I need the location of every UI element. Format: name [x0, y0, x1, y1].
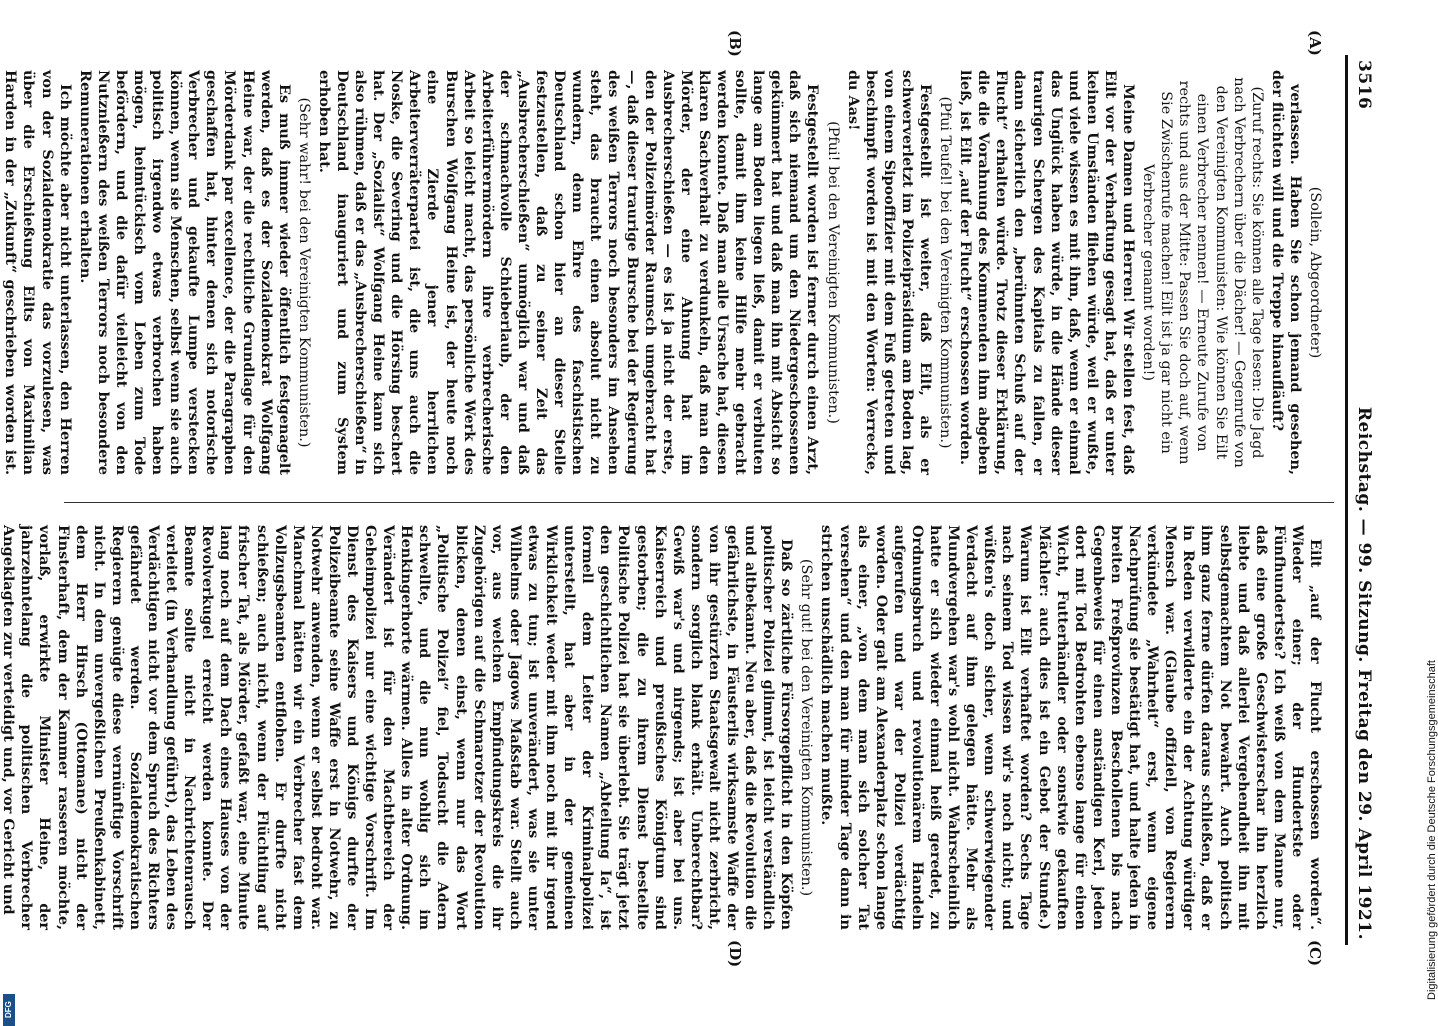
page-title: Reichstag. — 99. Sitzung. Freitag den 29. April 1921. [1354, 406, 1374, 940]
header-rule [1345, 55, 1348, 945]
paragraph: Festgestellt ist weiter, daß Eilt, als er schwerverletzt im Polizeipräsidium am Boden lag, von einem Sipooffizier mit dem Fuß getreten und beschimpft worden ist mit den Worten: Verrecke, du Aas! [844, 70, 935, 475]
margin-marker-d: (D) [726, 940, 744, 968]
interjection: (Sehr wahr! bei den Vereinigten Kommunisten.) [295, 97, 312, 448]
paragraph: Ich möchte aber nicht unterlassen, den Herren von der Sozialdemokratie das vorzulesen, was über die Erschießung Eilts von Maximilian Harden in der „Zukunft“ geschrieben worden ist. [2, 70, 74, 475]
paragraph: verlassen. Haben Sie schon jemand gesehen, der flüchten will und die Treppe hinaufläuft? [1268, 70, 1304, 475]
paragraph: Daß so zärtliche Fürsorgepflicht in den Köpfen politischer Polizei glimmt, ist leicht verständlich und altbekannt. Neu aber, daß die Revolution die gefährlichste, in Fäusterlis wirksamste Waffe der von ihr gestürzten Staatsgewalt nicht zerbricht, sondern sorglich blank erhält. Unberechtbar? Gewiß war's und nirgends; ist aber bei uns. Kaiserreich und preußisches Königtum sind gestorben; die zu ihrem Dienst bestellte Politische Polizei hat sie überlebt. Sie trägt jetzt den geschichtlichen Namen „Abteilung Ia“, ist formell dem Leiter der Kriminalpolizei unterstellt, hat aber in der gemeinen Wirklichkeit weder mit ihm noch mit ihr irgend etwas zu tun; ist unverändert, was sie unter Wilhelms oder Jagows Maßstab war. Stellt auch vor, aus welchen Empfindungskreis die ihr Zugehörigen auf die Schmarotzer der Revolution blicken, denen einst, wenn nur das Wort „Politische Polizei“ fiel, Todsucht die Adern schwellte, und die nun wohlig sich im Henkingerhorte wärmen. Alles in alter Ordnung. Verändert ist für den Machtbereich der Geheimpolizei nur eine wichtige Vorschrift. Im Dienst des Kaisers und Königs durfte der Polizeibeamte seine Waffe erst in Notwehr, zu Notwehr anwenden, wenn er selbst bedroht war. Manchmal hätten wir ein Verbrecher fast dem Vollzugsbeamten entflohen. Er durfte nicht schießen; auch nicht, wenn der Flüchtling auf frischer Tat, als Mörder, gefaßt war, eine Minute lang noch auf dem Dach eines Hauses von der Revolverkugel erreicht werden konnte. Der Beamte sollte nicht in Nachrichtenrausch verleitet (in Verhandlung geführt), das Leben des Verdächtigen nicht vor dem Spruch des Richters gefährdet werden. Sozialdemokratischen Regierern genügte diese vernünftige Vorschrift nicht. In dem unvergeßlichen Preußenkabinett, dem Herr Hirsch (Ottomane) nicht der Finsterhaft, dem der Kammer rasseren möchte, vorlaß, erwirkte Minister Heine, der jahrzehntelang die politischen Verbrecher Angeklagten zur verteidigt und, vor Gericht und [0, 525, 796, 930]
page-number: 3516 [1354, 60, 1374, 110]
paragraph: Meine Damen und Herren! Wir stellen fest, daß Eilt vor der Verhaftung gesagt hat, daß er unter keinen Umständen fliehen würde, weil er wußte, und viele wissen es mit ihm, daß, wenn er einmal das Unglück haben würde, in die Hände dieser traurigen Schergen des Kapitals zu fallen, er dann sicherlich den „berühmten Schuß auf der Flucht“ erhalten würde. Trotz dieser Erklärung, die die Vorahnung des Kommenden ihm abgeben ließ, ist Eilt „auf der Flucht“ erschossen worden. [957, 70, 1138, 475]
digitization-note: Digitalisierung gefördert durch die Deutsche Forschungsgemeinschaft [1426, 660, 1438, 1000]
column-divider [64, 502, 1334, 503]
interjection: (Pfui! bei den Vereinigten Kommunisten.) [824, 121, 841, 424]
interjection: (Pfui Teufel! bei den Vereinigten Kommunisten.) [937, 96, 954, 449]
interjection: (Sehr gut! bei den Vereinigten Kommunisten.) [798, 558, 815, 897]
page-header [1354, 60, 1394, 940]
speaker-line: (Sollein, Abgeordneter) [1307, 186, 1323, 359]
paragraph: Eilt „auf der Flucht erschossen worden“. Wieder einer; der Hundertste oder Fünfhundertste? Ich weiß von dem Manne nur, daß eine große Geschwisterschar ihn herzlich liebte und daß allerlei Vergehendheit ihn mit selbstgemachtem Not bewahrt. Auch politisch ihm ganz ferne dürfen daraus schließen, daß er in Reden verwilderte ein der Achtung würdiger Mensch war. (Glaube offiziell, von Regierern verkündete „Wahrheit“ erst, wenn eigene Nachprüfung sie bestätigt hat, und halte jeden in breiten Freßprovinzen Beschollenen bis nach Gegenbeweis für einen anständigen Kerl, jeden dort mit Tod Bedrohten ebenso lange für einen Wicht, Futterhändler oder sonstwie gekauften Mächler: auch dies ist ein Gebot der Stunde.) Warum ist Eilt verhaftet worden? Sechs Tage nach seinem Tod wissen wir's noch nicht; und wüßten's doch sicher, wenn schwerwiegender Verdacht auf ihm gelegen hätte. Mehr als Mundvergehen war's wohl nicht. Wahrscheinlich hatte er sich wieder einmal heiß geredet, zu Ordnungsbruch und revolutionärem Handeln aufgerufen und war der Polizei verdächtig worden. Oder galt am Alexanderplatz schon lange als einer, „von dem man sich solcher Tat versehen“ und den man für minder Tage dann in strichen unschädlich machen mußte. [818, 525, 1324, 930]
margin-marker-a: (A) [1306, 30, 1324, 56]
dfg-logo: DFG [3, 994, 15, 1026]
margin-marker-c: (C) [1306, 940, 1324, 967]
paragraph: Festgestellt worden ist ferner durch einen Arzt, daß sich niemand um den Niedergeschossenen gekümmert hat und daß man ihn mit Absicht so lange am Boden liegen ließ, damit er verbluten sollte, damit ihm keine Hilfe mehr gebracht werden konnte. Daß man alle Ursache hat, diesen klaren Sachverhalt zu verdunkeln, daß man den Mörder, der eine Ahnung hat im Ausbrecherschießen — es ist ja nicht der erste, den der Polizeimörder Raumsch umgebracht hat —, daß dieser traurige Bursche bei der Regierung des weißen Terrors noch besonders im Ansehen steht, das braucht einen absolut nicht zu wundern, denn Ehre des faschistischen Deutschland schon hier an dieser Stelle festzustellen, daß zu seiner Zeit das „Ausbrecherschießen“ unmöglich war und daß der schmachvolle Schieberlaub, der den Arbeiterführermördern ihre verbrecherische Arbeit so leicht macht, das persönliche Werk des Burschen Wolfgang Heine ist, der heute noch eine Zierde jener herrlichen Arbeiterverräterpartei ist, die uns auch die Noske, die Severing und die Hörsing beschert hat. Der „Sozialist“ Wolfgang Heine kann sich also rühmen, daß er das „Ausbrecherschießen“ in Deutschland inauguriert und zum System erhoben hat. [315, 70, 822, 475]
left-column [0, 70, 1324, 475]
interjection: (Zuruf rechts: Sie können alle Tage lesen: Die Jagd nach Verbrechern über die Dächer! — Gegenrufe von den Vereinigten Kommunisten: Wie können Sie Eilt einen Verbrecher nennen! — Erneute Zurufe von rechts und aus der Mitte: Passen Sie doch auf, wenn Sie Zwischenrufe machen! Eilt ist ja gar nicht ein Verbrecher genannt worden!) [1140, 77, 1265, 468]
margin-marker-b: (B) [726, 30, 744, 57]
right-column [0, 525, 1324, 930]
paragraph: Es muß immer wieder öffentlich festgenagelt werden, daß es der Sozialdemokrat Wolfgang Heine war, der die rechtliche Grundlage für den Mörderdank par excellence, der die Paragraphen geschaffen hat, hinter denen sich notorische Verbrecher und gekaufte Lumpe verstecken können, wenn sie Menschen, selbst wenn sie auch politisch irgendwo etwas verbrochen haben mögen, heimtückisch vom Leben zum Tode befördern, und die dafür vielleicht von den Nutznießern des weißen Terrors noch besondere Remunerationen erhalten. [76, 70, 293, 475]
